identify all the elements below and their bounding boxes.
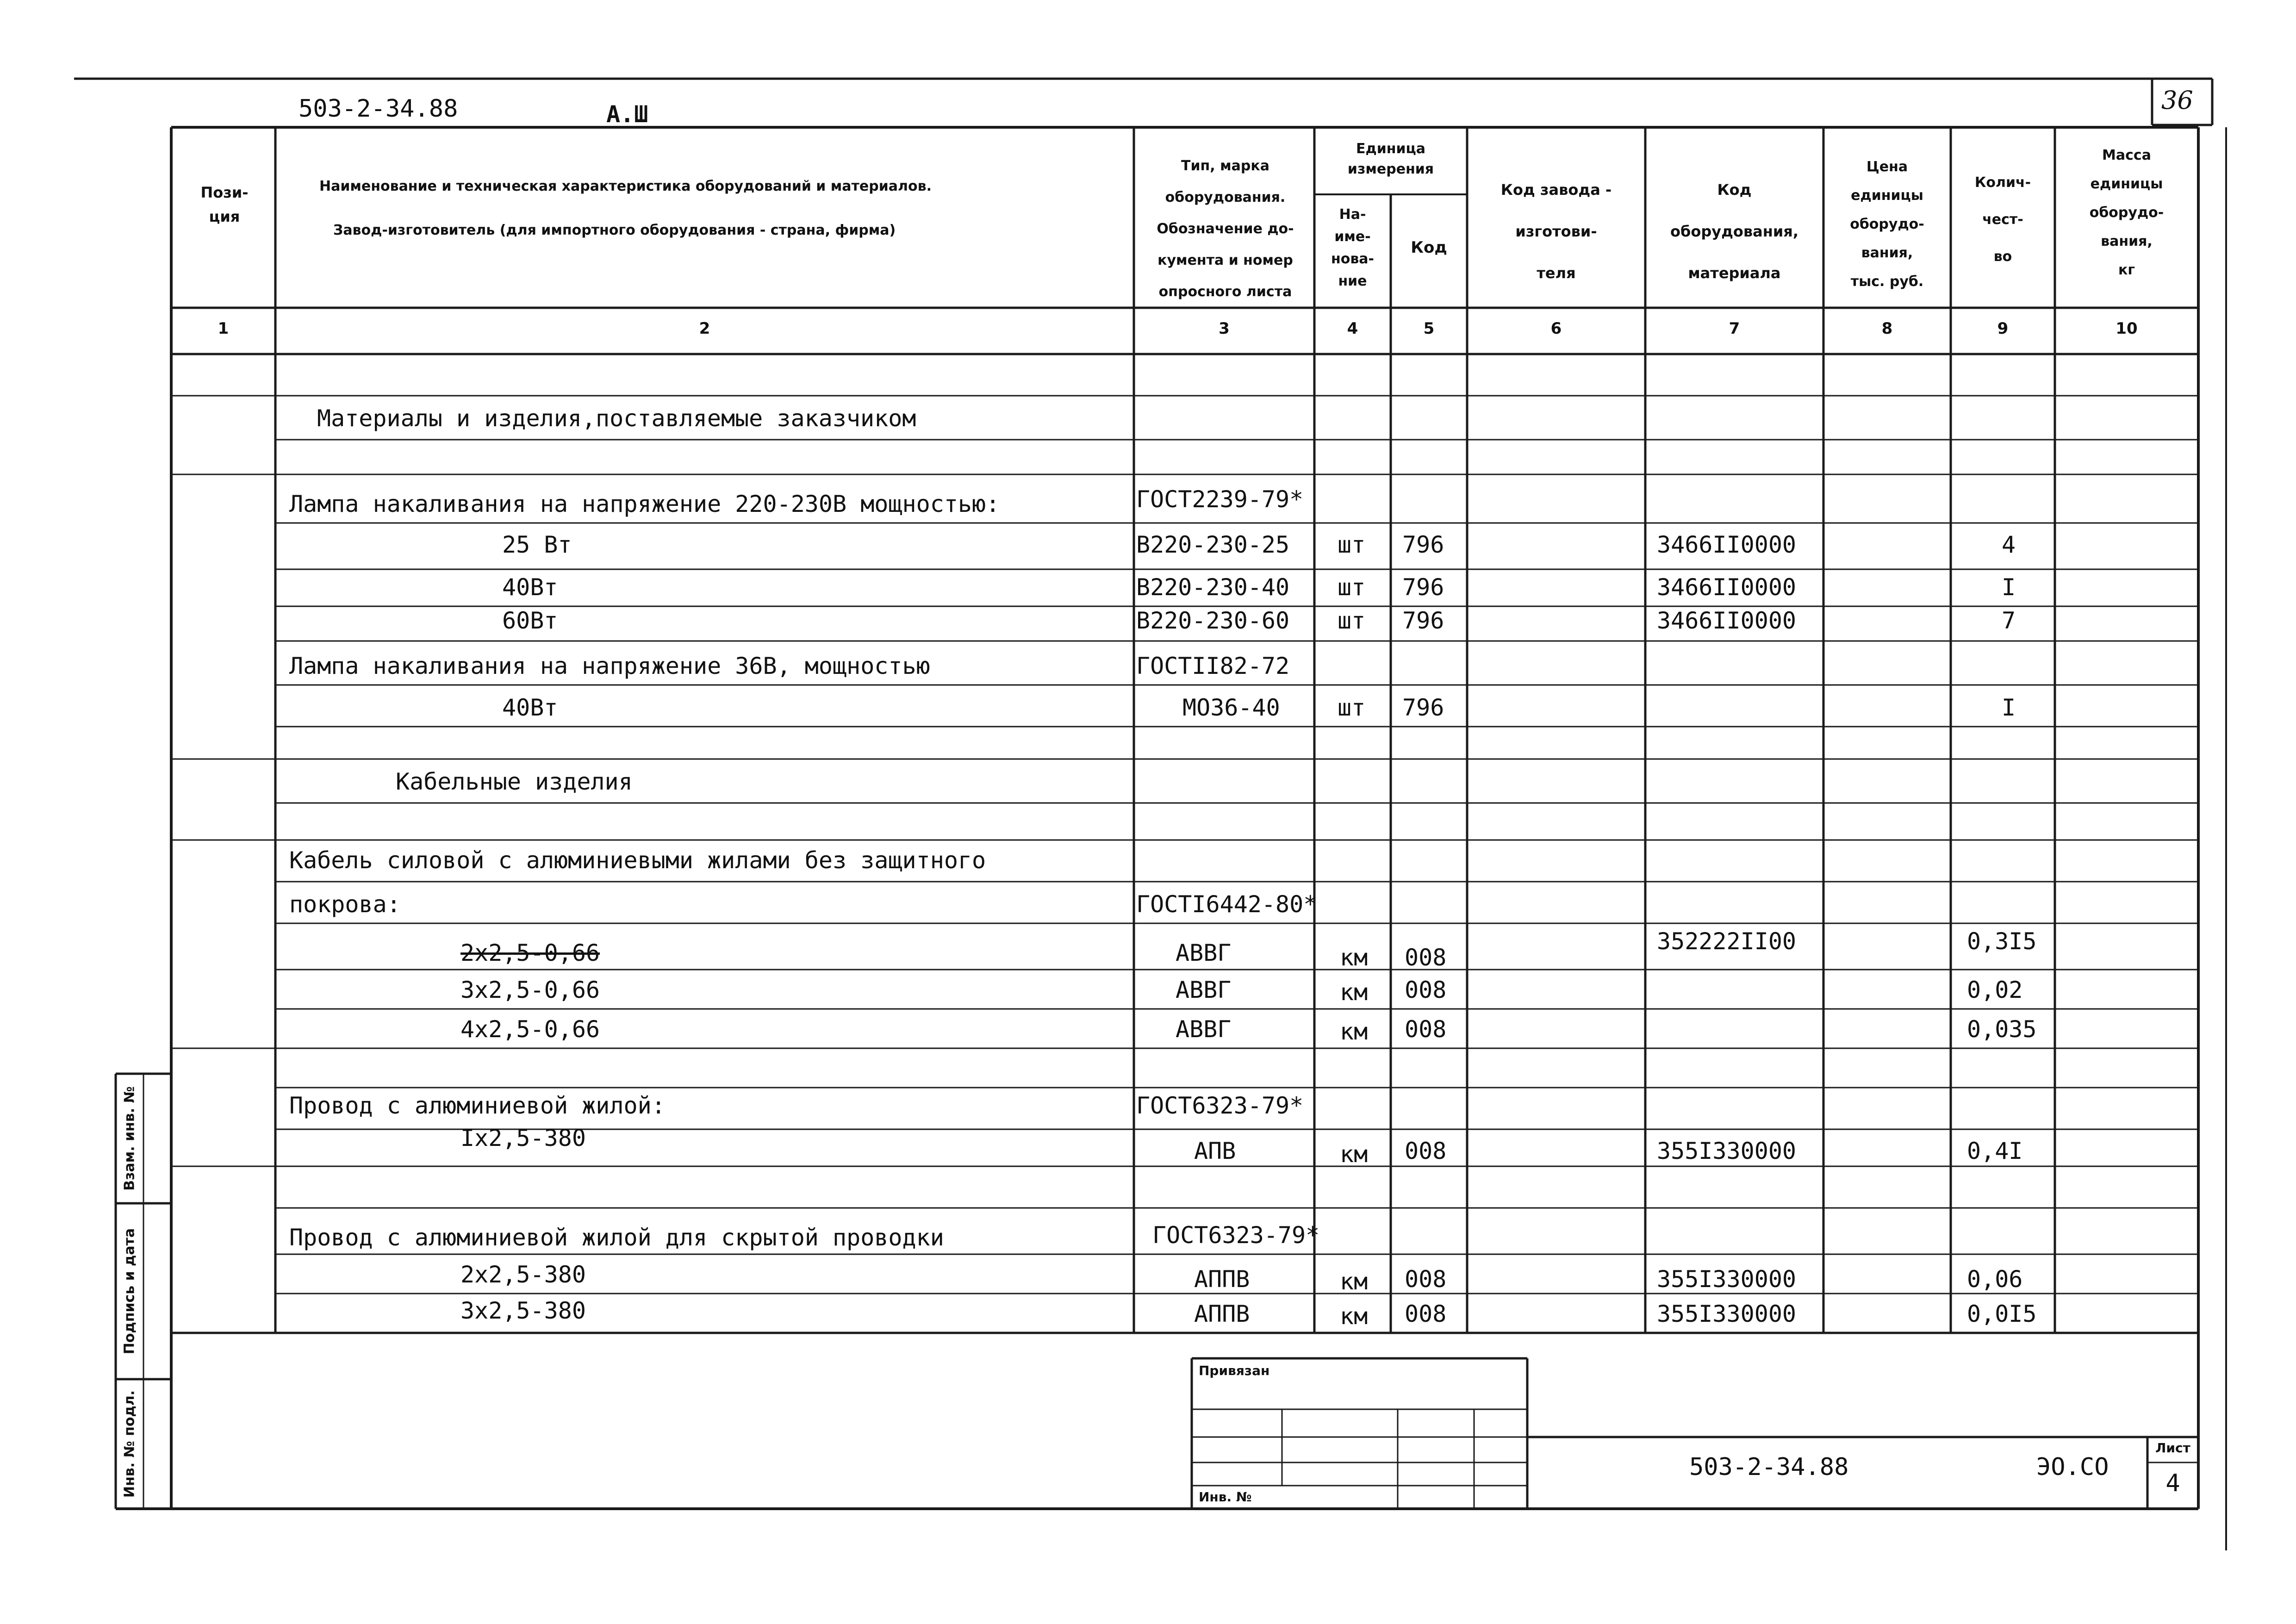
row-17-unit: км xyxy=(1340,1303,1368,1330)
row-7-name: Кабельные изделия xyxy=(396,768,633,795)
row-14-type: АПВ xyxy=(1194,1138,1236,1164)
row-16-name: 2х2,5-380 xyxy=(460,1261,586,1288)
colnum-1: 1 xyxy=(218,319,229,338)
row-17-qty: 0,0I5 xyxy=(1967,1300,2037,1327)
row-14-name: Iх2,5-380 xyxy=(460,1125,586,1151)
page-number: 36 xyxy=(2161,86,2193,115)
header-unit-code: Код xyxy=(1411,238,1447,257)
doc-code-footer: 503-2-34.88 xyxy=(1689,1453,1849,1481)
row-11-name: 3х2,5-0,66 xyxy=(460,977,600,1003)
section-code: ЭО.СО xyxy=(2036,1453,2109,1481)
row-15-name: Провод с алюминиевой жилой для скрытой проводки xyxy=(289,1224,944,1251)
row-12-unit: км xyxy=(1340,1018,1368,1045)
header-unit-mass: Масса единицы оборудо- вания, кг xyxy=(2089,147,2164,278)
sheet-number: 4 xyxy=(2165,1469,2180,1497)
sheet-label: Лист xyxy=(2155,1440,2190,1456)
row-15-type: ГОСТ6323-79* xyxy=(1152,1222,1320,1249)
row-11-type: АВВГ xyxy=(1176,977,1232,1003)
row-8-name: Кабель силовой с алюминиевыми жилами без защитного xyxy=(289,847,986,874)
row-17-code: 008 xyxy=(1405,1300,1447,1327)
row-14-code: 008 xyxy=(1405,1138,1447,1164)
row-4-qty: 7 xyxy=(2002,607,2016,634)
row-13-type: ГОСТ6323-79* xyxy=(1136,1092,1304,1119)
stamp-signature-date: Подпись и дата xyxy=(121,1228,138,1355)
row-2-unit: шт xyxy=(1338,531,1366,558)
row-1-name: Лампа накаливания на напряжение 220-230В мощностью: xyxy=(289,491,1000,517)
row-13-name: Провод с алюминиевой жилой: xyxy=(289,1092,666,1119)
row-2-qty: 4 xyxy=(2002,531,2016,558)
colnum-9: 9 xyxy=(1997,319,2009,338)
row-0-name: Материалы и изделия,поставляемые заказчиком xyxy=(317,405,916,432)
header-name-line2: Завод-изготовитель (для импортного оборудования - страна, фирма) xyxy=(333,222,896,238)
row-16-qty: 0,06 xyxy=(1967,1266,2023,1293)
row-2-name: 25 Вт xyxy=(502,531,572,558)
row-4-code: 796 xyxy=(1402,607,1444,634)
row-6-name: 40Вт xyxy=(502,694,558,721)
colnum-5: 5 xyxy=(1423,319,1435,338)
row-2-equip-code: 3466II0000 xyxy=(1657,531,1797,558)
row-12-name: 4х2,5-0,66 xyxy=(460,1016,600,1043)
header-unit-name: На- име- нова- ние xyxy=(1331,206,1375,289)
row-6-type: МО36-40 xyxy=(1182,694,1280,721)
row-12-type: АВВГ xyxy=(1176,1016,1232,1043)
row-4-type: В220-230-60 xyxy=(1136,607,1290,634)
row-2-code: 796 xyxy=(1402,531,1444,558)
row-3-equip-code: 3466II0000 xyxy=(1657,574,1797,601)
row-5-type: ГОСТII82-72 xyxy=(1136,653,1290,679)
row-9-type: ГОСТI6442-80* xyxy=(1136,891,1318,918)
row-3-code: 796 xyxy=(1402,574,1444,601)
row-10-type: АВВГ xyxy=(1176,940,1232,966)
row-10-code: 008 xyxy=(1405,944,1447,971)
stamp-original-inv: Инв. № подл. xyxy=(121,1390,138,1498)
row-11-code: 008 xyxy=(1405,977,1447,1003)
row-14-equip-code: 355I330000 xyxy=(1657,1138,1797,1164)
row-4-name: 60Вт xyxy=(502,607,558,634)
row-14-unit: км xyxy=(1340,1141,1368,1168)
album-label: A.Ш xyxy=(606,101,648,128)
row-17-equip-code: 355I330000 xyxy=(1657,1300,1797,1327)
row-10-name: 2х2,5-0,66 xyxy=(460,940,600,966)
inv-number-label: Инв. № xyxy=(1199,1489,1252,1505)
row-17-name: 3х2,5-380 xyxy=(460,1297,586,1324)
doc-code-top: 503-2-34.88 xyxy=(299,95,458,123)
header-name-line1: Наименование и техническая характеристика оборудований и материалов. xyxy=(319,178,932,194)
colnum-6: 6 xyxy=(1550,319,1562,338)
row-14-qty: 0,4I xyxy=(1967,1138,2023,1164)
row-3-unit: шт xyxy=(1338,574,1366,601)
row-4-unit: шт xyxy=(1338,607,1366,634)
header-quantity: Колич- чест- во xyxy=(1974,174,2031,265)
row-12-code: 008 xyxy=(1405,1016,1447,1043)
row-4-equip-code: 3466II0000 xyxy=(1657,607,1797,634)
row-3-type: В220-230-40 xyxy=(1136,574,1290,601)
header-unit-price: Цена единицы оборудо- вания, тыс. руб. xyxy=(1850,159,1924,290)
colnum-10: 10 xyxy=(2116,319,2138,338)
row-16-unit: км xyxy=(1340,1268,1368,1295)
stamp-replaced-inv: Взам. инв. № xyxy=(121,1086,138,1191)
colnum-2: 2 xyxy=(699,319,710,338)
row-10-unit: км xyxy=(1340,944,1368,971)
colnum-7: 7 xyxy=(1729,319,1740,338)
linked-label: Привязан xyxy=(1199,1363,1270,1378)
row-3-qty: I xyxy=(2002,574,2016,601)
colnum-8: 8 xyxy=(1881,319,1893,338)
row-6-code: 796 xyxy=(1402,694,1444,721)
colnum-4: 4 xyxy=(1347,319,1358,338)
header-factory-code: Код завода - изготови- теля xyxy=(1500,181,1612,282)
row-9-name: покрова: xyxy=(289,891,401,918)
row-1-type: ГОСТ2239-79* xyxy=(1136,486,1304,513)
row-10-equip-code: 352222II00 xyxy=(1657,928,1797,955)
row-5-name: Лампа накаливания на напряжение 36В, мощностью xyxy=(289,653,930,679)
row-17-type: АППВ xyxy=(1194,1300,1250,1327)
header-position: Пози- ция xyxy=(200,184,249,225)
row-6-unit: шт xyxy=(1338,694,1366,721)
header-type: Тип, марка оборудования. Обозначение до- кумента и номер опросного листа xyxy=(1157,158,1294,300)
row-12-qty: 0,035 xyxy=(1967,1016,2037,1043)
row-16-type: АППВ xyxy=(1194,1266,1250,1293)
header-unit-title: Единица измерения xyxy=(1347,141,1434,177)
row-6-qty: I xyxy=(2002,694,2016,721)
header-equipment-code: Код оборудования, материала xyxy=(1670,181,1798,282)
row-11-qty: 0,02 xyxy=(1967,977,2023,1003)
row-10-qty: 0,3I5 xyxy=(1967,928,2037,955)
row-16-code: 008 xyxy=(1405,1266,1447,1293)
row-3-name: 40Вт xyxy=(502,574,558,601)
row-2-type: В220-230-25 xyxy=(1136,531,1290,558)
row-16-equip-code: 355I330000 xyxy=(1657,1266,1797,1293)
colnum-3: 3 xyxy=(1219,319,1230,338)
row-11-unit: км xyxy=(1340,979,1368,1006)
